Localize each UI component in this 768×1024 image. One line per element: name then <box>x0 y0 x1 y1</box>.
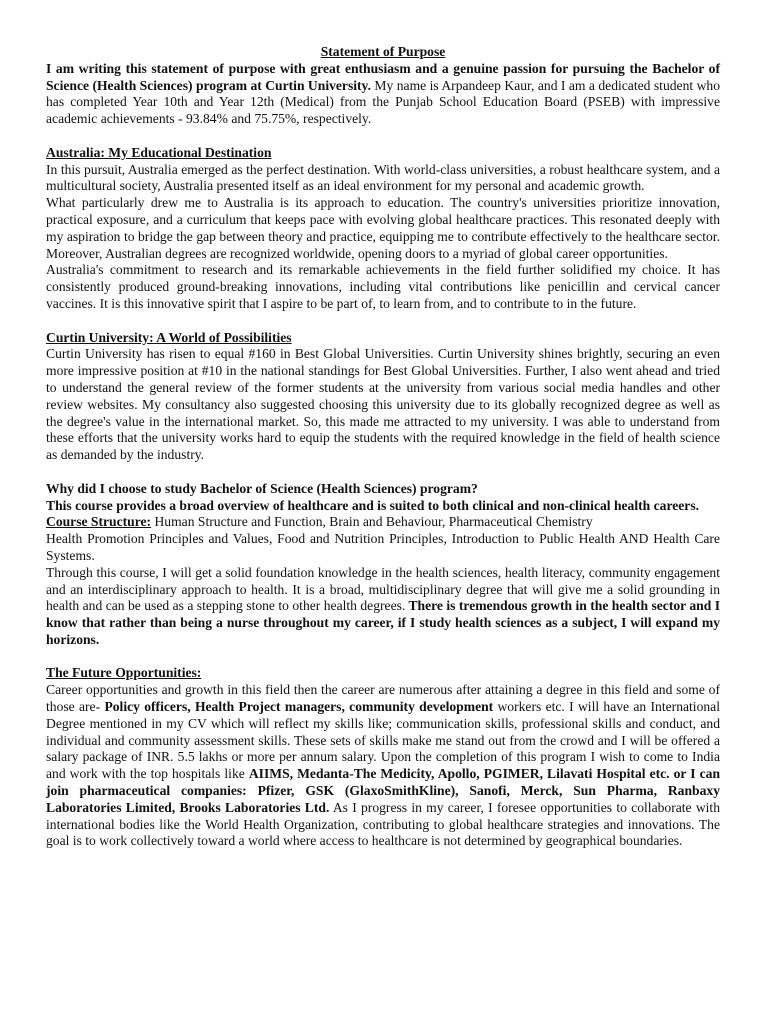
future-heading: The Future Opportunities: <box>46 665 202 681</box>
course-structure-text: Human Structure and Function, Brain and Behaviour, Pharmaceutical Chemistry <box>151 514 593 530</box>
why-text: Through this course, I will get a solid foundation knowledge in the health sciences, health literacy, community engagement and an interdisciplinary approach to health. It is a broad, multidisciplinary degree that will give me a solid grounding in health and can be used as a stepping stone to other health degrees. <box>46 564 720 614</box>
why-heading: Why did I choose to study Bachelor of Science (Health Sciences) program? <box>46 480 478 496</box>
intro-bold: I am writing this statement of purpose with great enthusiasm and a genuine passion for pursuing the Bachelor of Science (Health Sciences) program at Curtin University. <box>46 60 720 93</box>
australia-heading: Australia: My Educational Destination <box>46 144 272 160</box>
future-text-2: workers etc. I will have an International Degree mentioned in my CV which will reflect my skills like; communication skills, professional skills and conduct, and individual and community assessment skills. These sets of skills make me stand out from the crowd and I will be offered a salary package of INR. 5.5 lakhs or more per annum salary. Upon the completion of this program I wish to come to India and work with the top hospitals like <box>46 699 720 782</box>
future-text-1: Career opportunities and growth in this field then the career are numerous after attaining a degree in this field and some of those are- <box>46 682 720 715</box>
document-page <box>46 44 720 850</box>
course-structure-label: Course Structure: <box>46 514 152 530</box>
future-text-3: As I progress in my career, I foresee opportunities to collaborate with international bodies like the World Health Organization, contributing to global healthcare strategies and innovations. The goal is to work collectively toward a world where access to healthcare is not determined by geographical boundaries. <box>46 799 720 849</box>
australia-paragraph-3: Australia's commitment to research and its remarkable achievements in the field further solidified my choice. It has consistently produced ground-breaking innovations, including vital contributions like penicillin and cervical cancer vaccines. It is this innovative spirit that I aspire to be part of, to learn from, and to contribute to in the future. <box>46 262 720 311</box>
australia-paragraph-1: In this pursuit, Australia emerged as the perfect destination. With world-class universities, a robust healthcare system, and a multicultural society, Australia presented itself as an ideal environment for my personal and academic growth. <box>46 161 720 194</box>
intro-paragraph <box>46 61 720 128</box>
why-bold-text: There is tremendous growth in the health sector and I know that rather than being a nurse throughout my career, if I study health sciences as a subject, I will expand my horizons. <box>46 598 720 647</box>
course-structure-text-2: Health Promotion Principles and Values, Food and Nutrition Principles, Introduction to Public Health AND Health Care Systems. <box>46 531 720 563</box>
future-bold-1: Policy officers, Health Project managers, community development <box>104 699 494 715</box>
future-paragraph <box>46 682 720 850</box>
future-bold-2: AIIMS, Medanta-The Medicity, Apollo, PGIMER, Lilavati Hospital etc. or I can join pharmaceutical companies: Pfizer, GSK (GlaxoSmithKline), Sanofi, Merck, Sun Pharma, Ranbaxy Laboratories Limited, Brooks Laboratories Ltd. <box>46 766 721 815</box>
intro-text: My name is Arpandeep Kaur, and I am a dedicated student who has completed Year 10th and Year 12th (Medical) from the Punjab School Education Board (PSEB) with impressive academic achievements - 93.84% and 75.75%, respectively. <box>46 77 720 127</box>
curtin-heading: Curtin University: A World of Possibilities <box>46 329 292 345</box>
why-paragraph <box>46 565 720 649</box>
why-bold-line: This course provides a broad overview of healthcare and is suited to both clinical and non-clinical health careers. <box>46 497 700 513</box>
course-structure <box>46 514 720 531</box>
australia-paragraph-2: What particularly drew me to Australia is its approach to education. The country's universities prioritize innovation, practical exposure, and a curriculum that keeps pace with evolving global healthcare practices. This resonated deeply with my aspiration to bridge the gap between theory and practice, equipping me to contribute effectively to the healthcare sector. Moreover, Australian degrees are recognized worldwide, opening doors to a myriad of global career opportunities. <box>46 195 720 261</box>
document-title: Statement of Purpose <box>320 44 446 59</box>
curtin-paragraph: Curtin University has risen to equal #160 in Best Global Universities. Curtin University shines brightly, securing an even more impressive position at #10 in the national standings for Best Global Universities. Further, I also went ahead and tried to understand the general review of the former students at the university from various social media handles and other review websites. My consultancy also suggested choosing this university due to its globally recognized degree as well as the degree's value in the international market. So, this made me attracted to my university. I was able to understand from these efforts that the university works hard to equip the students with the required knowledge in the field of health science as demanded by the industry. <box>46 346 720 463</box>
